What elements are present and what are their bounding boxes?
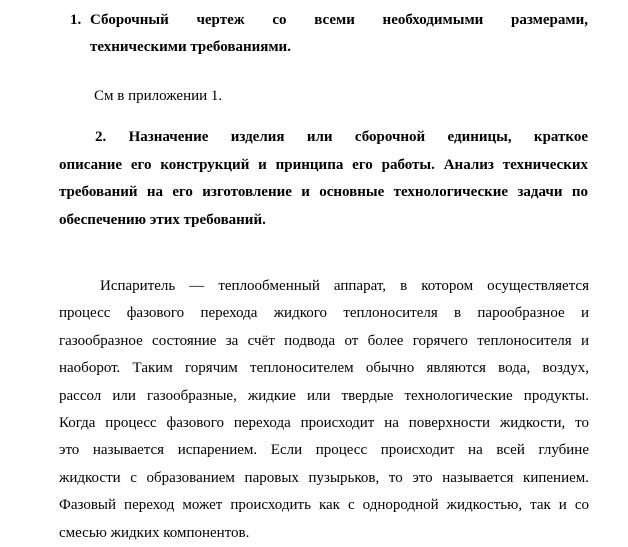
heading-line: обеспечению этих требований. <box>59 211 266 228</box>
heading-line: требований на его изготовление и основные технологические задачи по <box>59 184 588 200</box>
heading-line: Сборочный чертеж со всеми необходимыми размерами, <box>90 12 588 28</box>
body-paragraph <box>59 273 589 547</box>
paragraph-line: это называется испарением. Если процесс происходит на всей глубине <box>59 442 589 459</box>
paragraph-line: наоборот. Таким горячим теплоносителем обычно являются вода, воздух, <box>59 360 589 377</box>
heading-line: описание его конструкций и принципа его работы. Анализ технических <box>59 156 588 173</box>
heading-line: техническими требованиями. <box>90 39 291 55</box>
heading-line: 2. Назначение изделия или сборочной единицы, краткое <box>95 129 588 145</box>
section-number: 1. <box>70 12 82 28</box>
appendix-reference: См в приложении 1. <box>94 88 223 104</box>
paragraph-line: газообразное состояние за счёт подвода от более горячего теплоносителя и <box>59 332 589 349</box>
paragraph-line: смесью жидких компонентов. <box>59 524 250 541</box>
section-heading-1 <box>60 7 588 61</box>
paragraph-line: Фазовый переход может происходить как с однородной жидкостью, так и со <box>59 497 589 514</box>
paragraph-line: Когда процесс фазового перехода происходит на поверхности жидкости, то <box>59 415 589 432</box>
paragraph-line: Испаритель — теплообменный аппарат, в котором осуществляется <box>100 278 589 294</box>
paragraph-line: процесс фазового перехода жидкого теплоносителя в парообразное и <box>59 305 589 322</box>
section-heading-2 <box>59 124 588 234</box>
paragraph-line: жидкости с образованием паровых пузырьков, то это называется кипением. <box>59 469 589 486</box>
paragraph-line: рассол или газообразные, жидкие или твердые технологические продукты. <box>59 387 589 404</box>
